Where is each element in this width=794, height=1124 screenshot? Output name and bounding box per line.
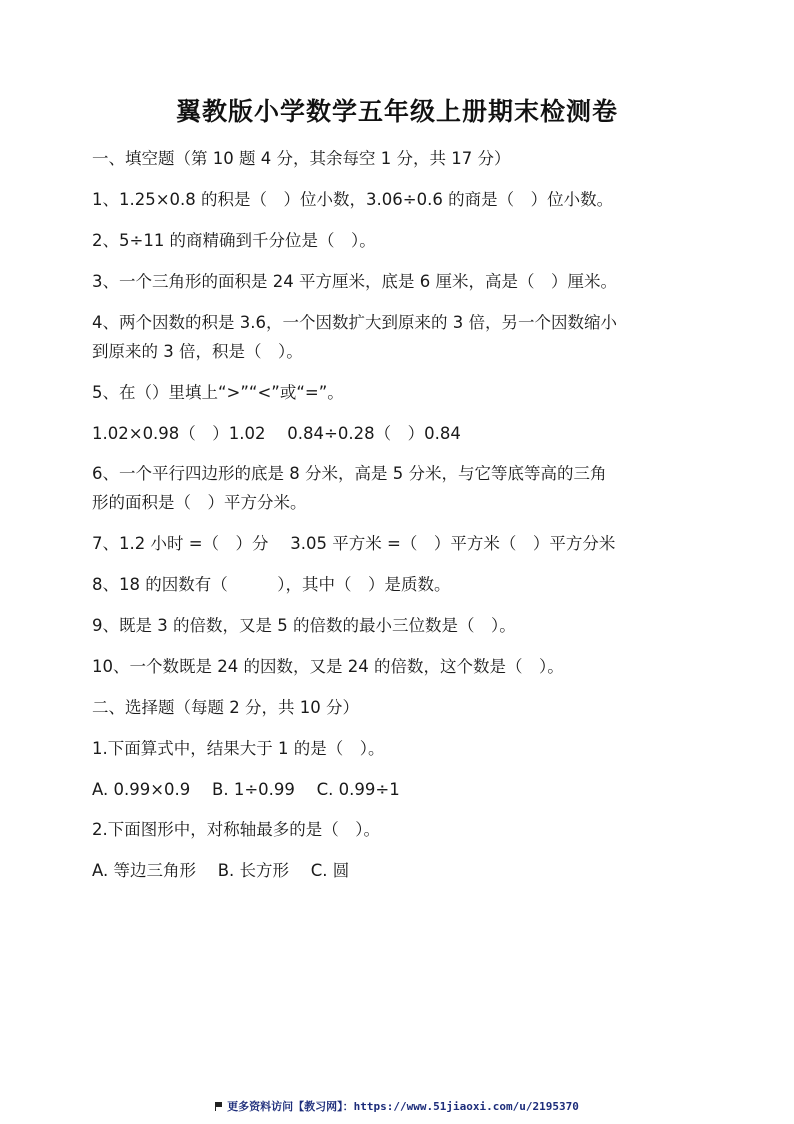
question-6-line-2: 形的面积是（ ）平方分米。 (92, 493, 307, 512)
choice-question-1-options: A. 0.99×0.9 B. 1÷0.99 C. 0.99÷1 (92, 780, 400, 799)
footer (0, 1098, 794, 1114)
choice-question-2-options: A. 等边三角形 B. 长方形 C. 圆 (92, 861, 350, 880)
question-1: 1、1.25×0.8 的积是（ ）位小数，3.06÷0.6 的商是（ ）位小数。 (92, 190, 614, 209)
page-title: 翼教版小学数学五年级上册期末检测卷 (175, 97, 618, 126)
question-7: 7、1.2 小时 =（ ）分 3.05 平方米 =（ ）平方米（ ）平方分米 (92, 534, 616, 553)
question-9: 9、既是 3 的倍数，又是 5 的倍数的最小三位数是（ ）。 (92, 616, 516, 635)
choice-question-2: 2.下面图形中，对称轴最多的是（ ）。 (92, 820, 380, 839)
section-heading-multiple-choice: 二、选择题（每题 2 分，共 10 分） (92, 698, 359, 717)
question-5-items: 1.02×0.98（ ）1.02 0.84÷0.28（ ）0.84 (92, 424, 461, 443)
question-5: 5、在（）里填上“>”“<”或“=”。 (92, 383, 344, 402)
question-2: 2、5÷11 的商精确到千分位是（ ）。 (92, 231, 376, 250)
question-4-line-1: 4、两个因数的积是 3.6，一个因数扩大到原来的 3 倍，另一个因数缩小 (92, 313, 617, 332)
question-4-line-2: 到原来的 3 倍，积是（ ）。 (92, 342, 303, 361)
question-8: 8、18 的因数有（ ），其中（ ）是质数。 (92, 575, 451, 594)
question-6-line-1: 6、一个平行四边形的底是 8 分米，高是 5 分米，与它等底等高的三角 (92, 464, 607, 483)
footer-link-text[interactable]: 更多资料访问【教习网】：https://www.51jiaoxi.com/u/2195370 (227, 1100, 579, 1113)
flag-icon (215, 1102, 224, 1111)
question-10: 10、一个数既是 24 的因数，又是 24 的倍数，这个数是（ ）。 (92, 657, 564, 676)
choice-question-1: 1.下面算式中，结果大于 1 的是（ ）。 (92, 739, 385, 758)
question-3: 3、一个三角形的面积是 24 平方厘米，底是 6 厘米，高是（ ）厘米。 (92, 272, 617, 291)
section-heading-fill-blank: 一、填空题（第 10 题 4 分，其余每空 1 分，共 17 分） (92, 149, 511, 168)
